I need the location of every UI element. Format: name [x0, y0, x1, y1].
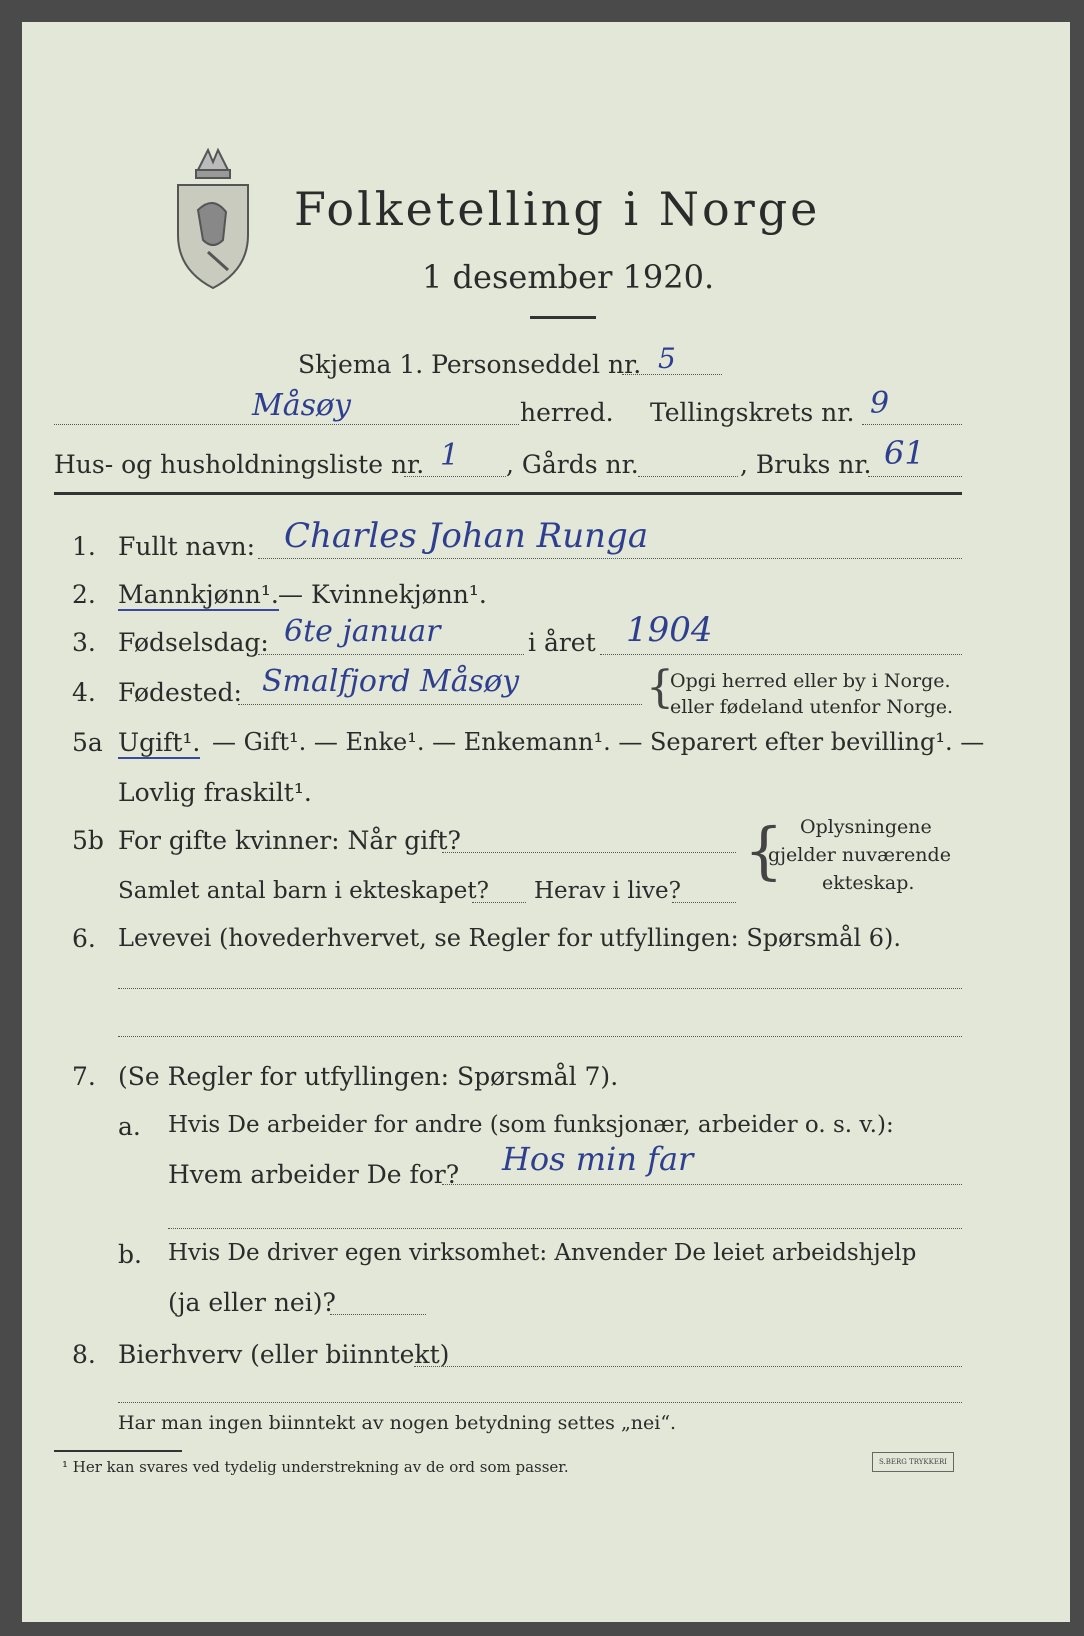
biinntekt-note: Har man ingen biinntekt av nogen betydning settes „nei“. [118, 1412, 677, 1434]
krets-label: Tellingskrets nr. [650, 398, 855, 427]
q2-number: 2. [72, 580, 96, 609]
q4-note-1: Opgi herred eller by i Norge. [670, 670, 951, 692]
occupation-line-2[interactable] [118, 1036, 962, 1037]
gards-label: , Gårds nr. [506, 450, 639, 479]
q4-note-2: eller fødeland utenfor Norge. [670, 696, 954, 718]
birthplace-value[interactable]: Smalfjord Måsøy [262, 664, 520, 699]
gender-male-option[interactable]: Mannkjønn¹. [118, 580, 279, 609]
q1-number: 1. [72, 532, 96, 561]
skjema-label: Skjema 1. Personseddel nr. [298, 350, 642, 379]
q7a-letter: a. [118, 1112, 141, 1141]
employer-line-2[interactable] [168, 1228, 962, 1229]
q7-label: (Se Regler for utfyllingen: Spørsmål 7). [118, 1062, 619, 1091]
herred-label: herred. [520, 398, 614, 427]
q3-year-label: i året [528, 628, 596, 657]
q8-label: Bierhverv (eller biinntekt) [118, 1340, 450, 1369]
footnote-rule [54, 1450, 182, 1452]
footnote: ¹ Her kan svares ved tydelig understrekning av de ord som passer. [62, 1458, 569, 1476]
q5b-label: For gifte kvinner: Når gift? [118, 826, 461, 855]
birth-day-value[interactable]: 6te januar [284, 614, 441, 649]
q5a-number: 5a [72, 728, 103, 757]
status-unmarried-option[interactable]: Ugift¹. [118, 728, 201, 757]
side-income-line-2[interactable] [118, 1402, 962, 1403]
form-date: 1 desember 1920. [422, 258, 715, 296]
q5b-number: 5b [72, 826, 104, 855]
employer-value[interactable]: Hos min far [502, 1140, 694, 1178]
q3-label: Fødselsdag: [118, 628, 269, 657]
brace-icon: { [744, 814, 784, 887]
q4-label: Fødested: [118, 678, 242, 707]
status-other-options[interactable]: — Gift¹. — Enke¹. — Enkemann¹. — Separert efter bevilling¹. — [212, 728, 985, 756]
q6-label: Levevei (hovederhvervet, se Regler for utfyllingen: Spørsmål 6). [118, 924, 902, 952]
q4-number: 4. [72, 678, 96, 707]
krets-value[interactable]: 9 [870, 386, 890, 421]
side-income-line[interactable] [414, 1366, 962, 1367]
census-form [22, 22, 1070, 1622]
q7b-letter: b. [118, 1240, 142, 1269]
occupation-line-1[interactable] [118, 988, 962, 989]
q5b-children-label: Samlet antal barn i ekteskapet? [118, 878, 489, 904]
q8-number: 8. [72, 1340, 96, 1369]
printer-stamp: S.BERG TRYKKERI [872, 1452, 954, 1472]
coat-of-arms-icon [168, 140, 258, 290]
skjema-value[interactable]: 5 [658, 342, 676, 375]
gender-female-option[interactable]: — Kvinnekjønn¹. [278, 580, 487, 609]
form-title: Folketelling i Norge [294, 182, 821, 236]
q7b-help-label: (ja eller nei)? [168, 1288, 336, 1317]
q5b-note-2: gjelder nuværende [768, 844, 951, 866]
bruks-label: , Bruks nr. [740, 450, 872, 479]
herred-value[interactable]: Måsøy [252, 388, 352, 423]
hus-value[interactable]: 1 [440, 438, 460, 473]
q6-number: 6. [72, 924, 96, 953]
help-answer-line[interactable] [330, 1314, 426, 1315]
q5b-note-3: ekteskap. [822, 872, 915, 894]
q7b-label: Hvis De driver egen virksomhet: Anvender De leiet arbeidshjelp [168, 1240, 917, 1266]
q5b-alive-label: Herav i live? [534, 878, 681, 904]
q7a-label: Hvis De arbeider for andre (som funksjonær, arbeider o. s. v.): [168, 1112, 894, 1138]
birth-year-value[interactable]: 1904 [626, 610, 713, 650]
q3-number: 3. [72, 628, 96, 657]
q5b-note-1: Oplysningene [800, 816, 932, 838]
full-name-value[interactable]: Charles Johan Runga [284, 516, 649, 556]
status-divorced-option[interactable]: Lovlig fraskilt¹. [118, 778, 312, 807]
title-divider [530, 316, 596, 319]
q7a-employer-label: Hvem arbeider De for? [168, 1160, 460, 1189]
q1-label: Fullt navn: [118, 532, 256, 561]
q7-number: 7. [72, 1062, 96, 1091]
header-rule [54, 492, 962, 495]
bruks-value[interactable]: 61 [884, 434, 925, 472]
brace-icon: { [646, 662, 674, 713]
hus-label: Hus- og husholdningsliste nr. [54, 450, 425, 479]
